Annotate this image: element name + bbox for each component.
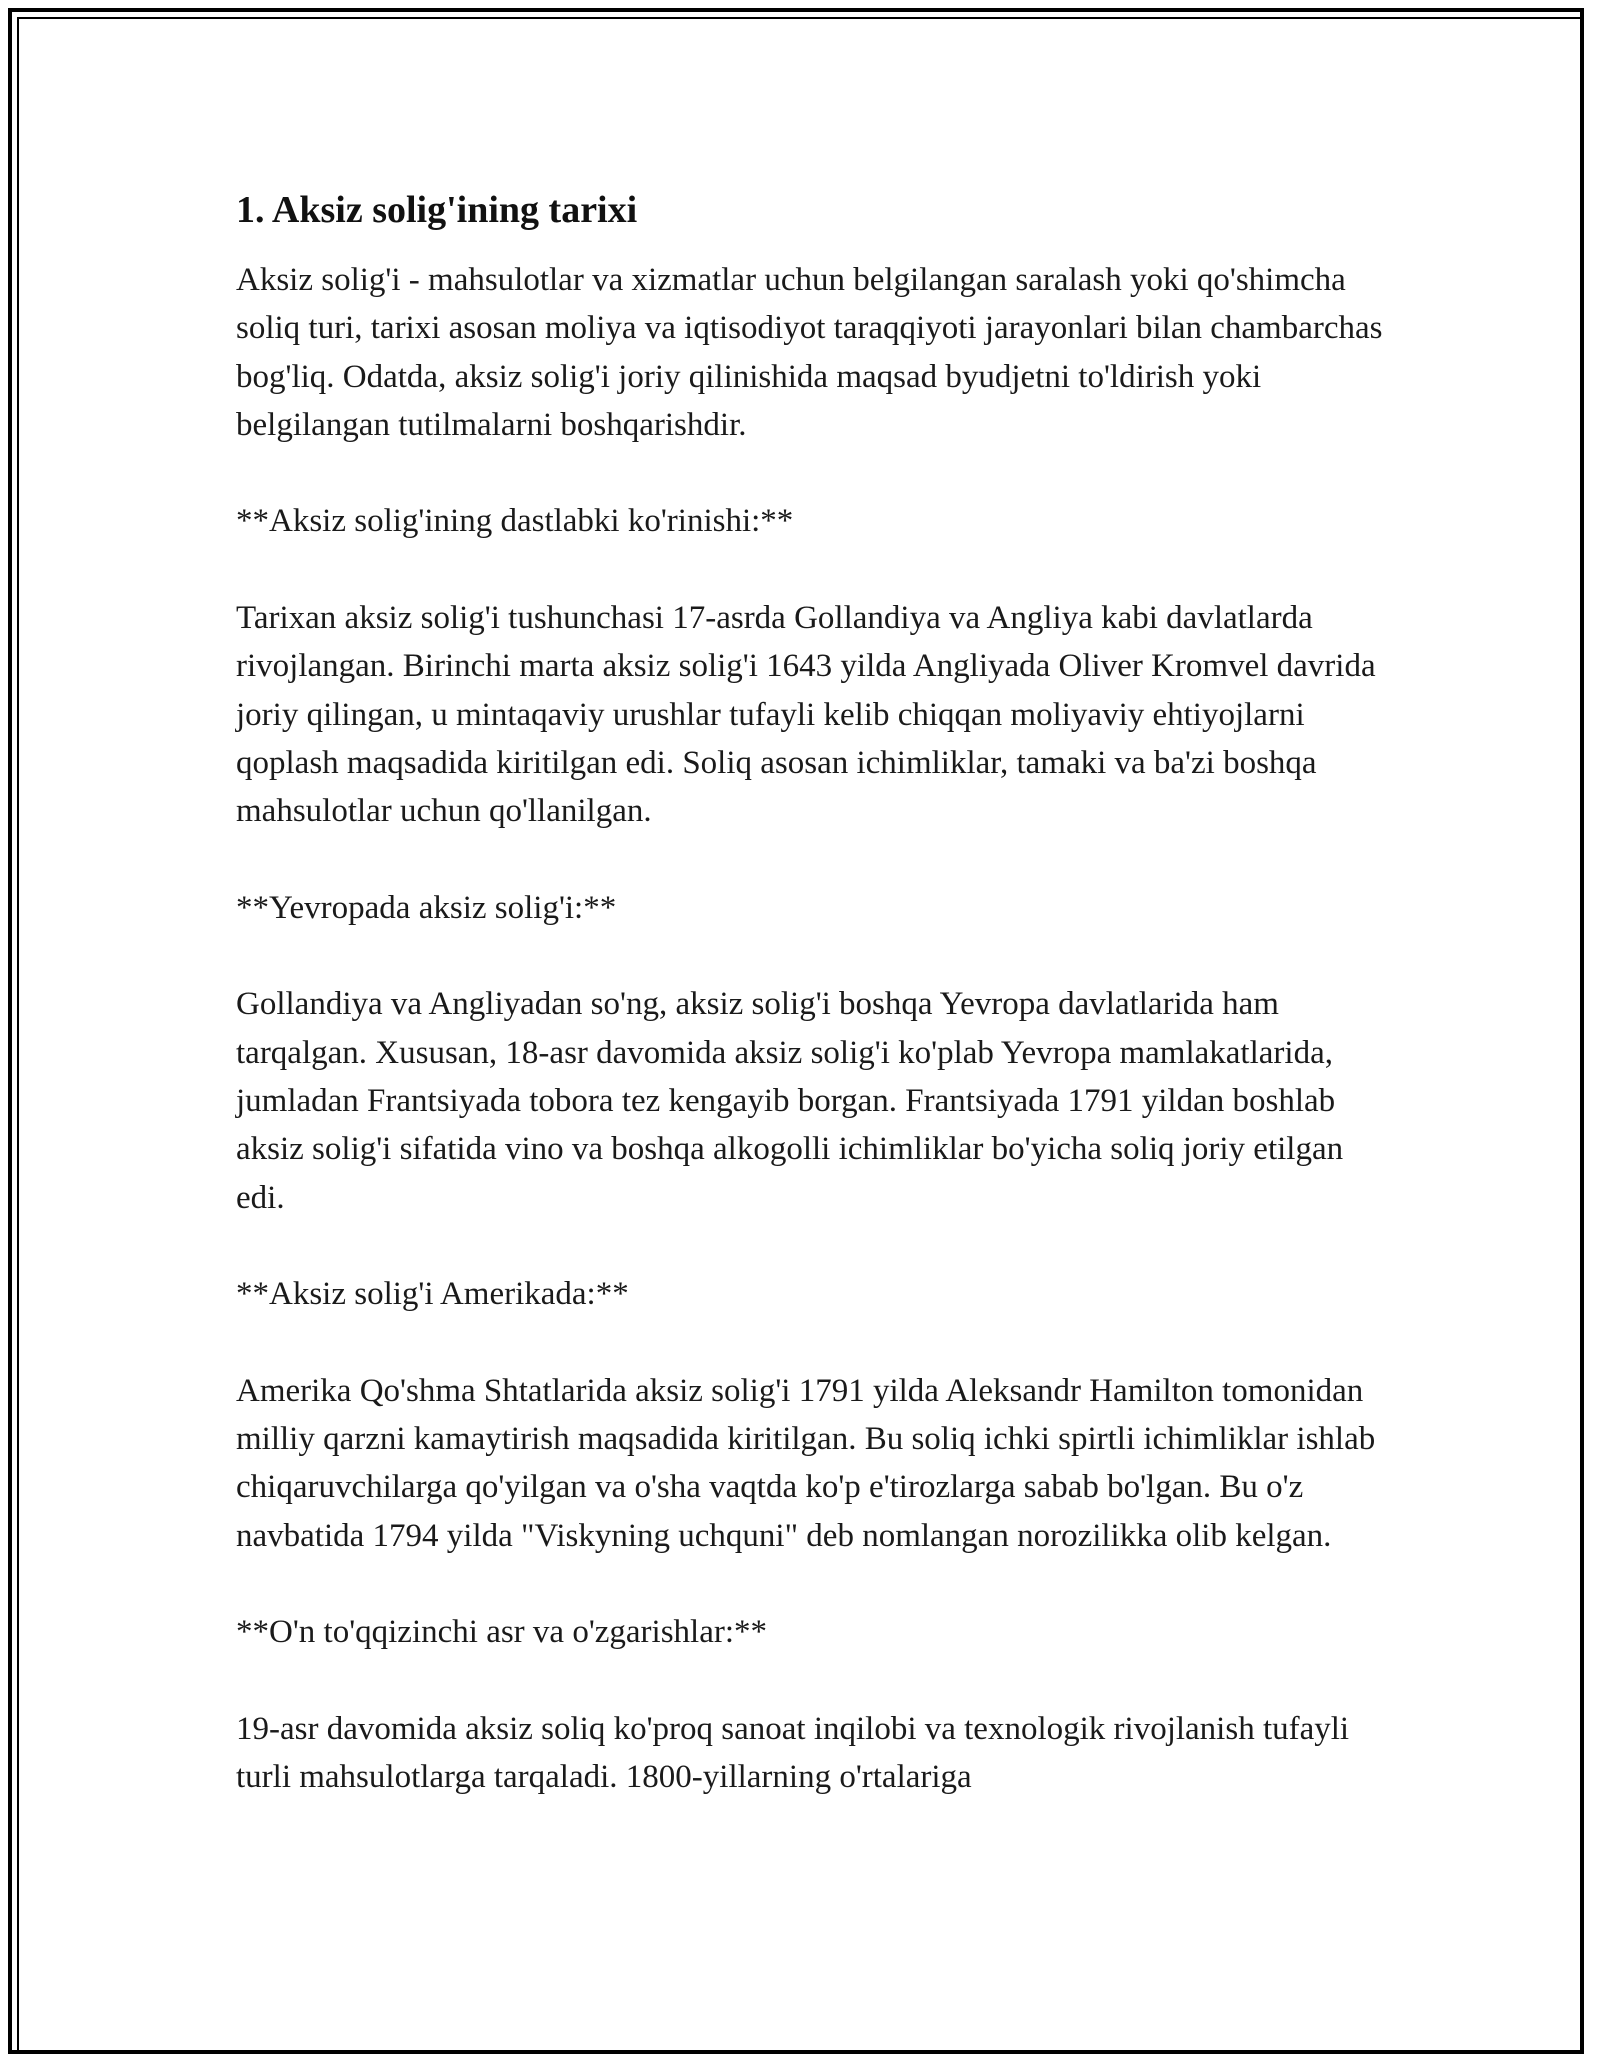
section-heading-america: **Aksiz solig'i Amerikada:**	[236, 1276, 629, 1313]
document-body	[236, 186, 1386, 1850]
section-heading-early-form: **Aksiz solig'ining dastlabki ko'rinishi:**	[236, 503, 794, 540]
document-title: 1. Aksiz solig'ining tarixi	[236, 189, 638, 231]
paragraph-nineteenth-century: 19-asr davomida aksiz soliq ko'proq sanoat inqilobi va texnologik rivojlanish tufayli turli mahsulotlarga tarqaladi. 1800-yillarning o'rtalariga	[236, 1710, 1350, 1796]
paragraph-intro: Aksiz solig'i - mahsulotlar va xizmatlar uchun belgilangan saralash yoki qo'shimcha soliq turi, tarixi asosan moliya va iqtisodiyot taraqqiyoti jarayonlari bilan chambarchas bog'liq. Odatda, aksiz solig'i joriy qilinishida maqsad byudjetni to'ldirish yoki belgilangan tutilmalarni boshqarishdir.	[236, 262, 1383, 443]
section-heading-europe: **Yevropada aksiz solig'i:**	[236, 889, 617, 926]
section-heading-nineteenth-century: **O'n to'qqizinchi asr va o'zgarishlar:**	[236, 1614, 768, 1651]
paragraph-america: Amerika Qo'shma Shtatlarida aksiz solig'i 1791 yilda Aleksandr Hamilton tomonidan milliy qarzni kamaytirish maqsadida kiritilgan. Bu soliq ichki spirtli ichimliklar ishlab chiqaruvchilarga qo'yilgan va o'sha vaqtda ko'p e'tirozlarga sabab bo'lgan. Bu o'z navbatida 1794 yilda "Viskyning uchquni" deb nomlangan norozilikka olib kelgan.	[236, 1372, 1376, 1554]
paragraph-early-form: Tarixan aksiz solig'i tushunchasi 17-asrda Gollandiya va Angliya kabi davlatlarda rivojlangan. Birinchi marta aksiz solig'i 1643 yilda Angliyada Oliver Kromvel davrida joriy qilingan, u mintaqaviy urushlar tufayli kelib chiqqan moliyaviy ehtiyojlarni qoplash maqsadida kiritilgan edi. Soliq asosan ichimliklar, tamaki va ba'zi boshqa mahsulotlar uchun qo'llanilgan.	[236, 600, 1376, 830]
paragraph-europe: Gollandiya va Angliyadan so'ng, aksiz solig'i boshqa Yevropa davlatlarida ham tarqalgan. Xususan, 18-asr davomida aksiz solig'i ko'plab Yevropa mamlakatlarida, jumladan Frantsiyada tobora tez kengayib borgan. Frantsiyada 1791 yildan boshlab aksiz solig'i sifatida vino va boshqa alkogolli ichimliklar bo'yicha soliq joriy etilgan edi.	[236, 986, 1344, 1216]
